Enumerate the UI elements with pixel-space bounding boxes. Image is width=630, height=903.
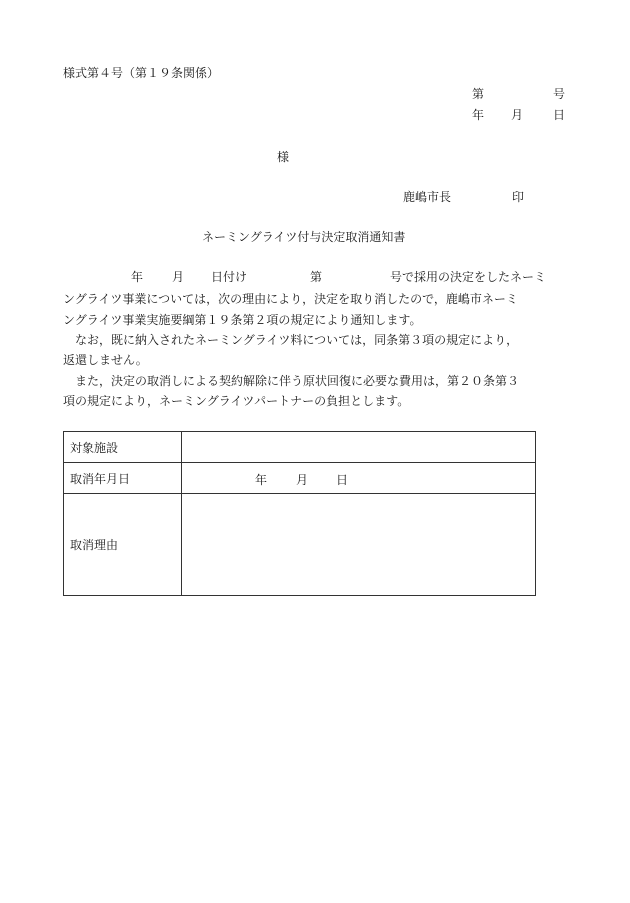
issue-date-day: 日 <box>553 108 566 122</box>
sender-title: 鹿嶋市長 <box>403 190 452 204</box>
table-row <box>64 463 536 494</box>
document-number-prefix: 第 <box>472 87 485 101</box>
cancel-date-label: 取消年月日 <box>64 463 182 494</box>
table-row <box>64 494 536 596</box>
body-date-day: 日付け <box>211 270 248 284</box>
cancellation-info-table <box>63 431 536 596</box>
body-line-1-rest: 号で採用の決定をしたネーミ <box>390 270 547 284</box>
addressee-honorific: 様 <box>277 150 290 164</box>
document-number-suffix: 号 <box>553 87 566 101</box>
cancel-date-year: 年 <box>255 473 268 487</box>
document-title: ネーミングライツ付与決定取消通知書 <box>202 230 406 244</box>
body-date-month: 月 <box>172 270 185 284</box>
issue-date-year: 年 <box>472 108 485 122</box>
cancel-date-value <box>182 463 536 494</box>
reason-value <box>182 494 536 596</box>
reason-label: 取消理由 <box>64 494 182 596</box>
body-date-year: 年 <box>131 270 144 284</box>
cancel-date-day: 日 <box>336 473 349 487</box>
issue-date-month: 月 <box>511 108 524 122</box>
body-number-prefix: 第 <box>310 270 323 284</box>
cancel-date-month: 月 <box>296 473 309 487</box>
body-line-6: また，決定の取消しによる契約解除に伴う原状回復に必要な費用は，第２０条第３ <box>63 374 520 388</box>
body-line-7: 項の規定により，ネーミングライツパートナーの負担とします。 <box>63 394 410 408</box>
body-line-3: ングライツ事業実施要綱第１９条第２項の規定により通知します。 <box>63 313 422 327</box>
body-line-5: 返還しません。 <box>63 353 148 367</box>
facility-value <box>182 432 536 463</box>
body-line-4: なお，既に納入されたネーミングライツ料については，同条第３項の規定により， <box>63 333 519 347</box>
body-line-2: ングライツ事業については，次の理由により，決定を取り消したので，鹿嶋市ネーミ <box>63 292 518 306</box>
form-number: 様式第４号（第１９条関係） <box>63 66 220 80</box>
facility-label: 対象施設 <box>64 432 182 463</box>
table-row <box>64 432 536 463</box>
seal-mark: 印 <box>512 190 525 204</box>
